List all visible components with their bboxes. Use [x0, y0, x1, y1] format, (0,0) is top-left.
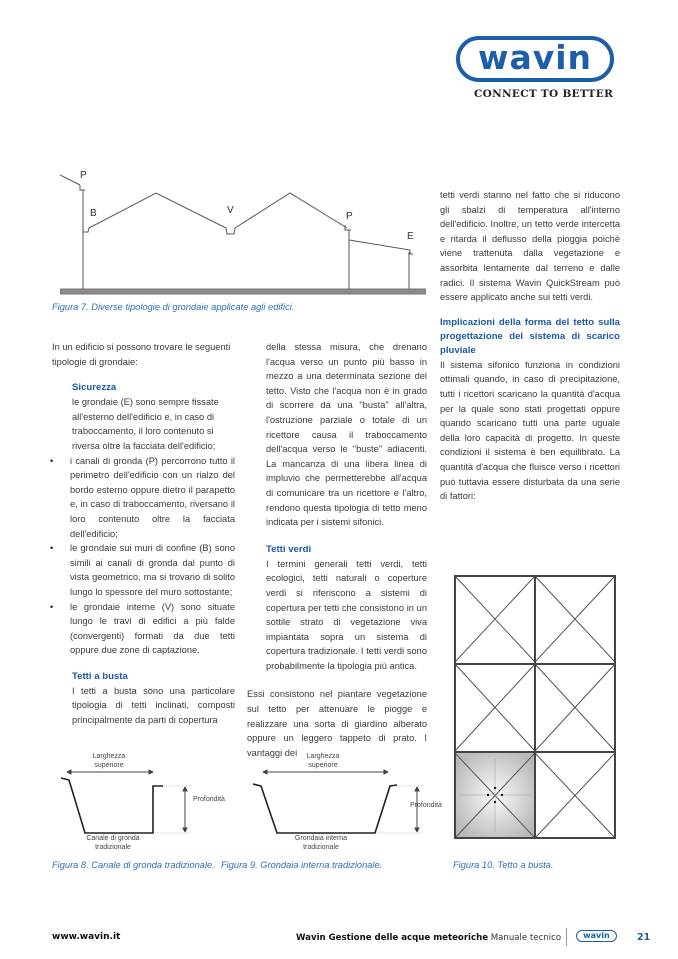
label-e: E	[407, 231, 414, 242]
list-item: • le grondaie sui muri di confine (B) sono simili ai canali di gronda dal punto di vista geometrico, ma si trovano di solito lungo lo spessore del muro sottostante;	[52, 541, 235, 599]
list-item: • i canali di gronda (P) percorrono tutto il perimetro dell'edificio con un rialzo del bordo esterno oppure dietro il parapetto e, in caso di traboccamento, riversano il loro contenuto oltre la facciata dell'edificio;	[52, 454, 235, 542]
width-label: Larghezza	[306, 753, 340, 760]
column-2	[247, 340, 427, 760]
name-label: tradizionale	[303, 844, 339, 851]
wavin-logo	[456, 36, 614, 82]
footer-url[interactable]: www.wavin.it	[52, 932, 121, 942]
figure-8-caption: Figura 8. Canale di gronda tradizionale.	[52, 860, 215, 870]
page-number: 21	[637, 932, 651, 943]
heading-tetti-a-busta: Tetti a busta	[72, 670, 128, 682]
figure-7-caption: Figura 7. Diverse tipologie di grondaie applicate agli edifici.	[52, 302, 295, 312]
figure-9-caption: Figura 9. Grondaia interna tradizionale.	[221, 860, 383, 870]
heading-implicazioni: Implicazioni della forma del tetto sulla progettazione del sistema di scarico pluviale	[440, 316, 620, 356]
footer-divider	[566, 928, 567, 946]
name-label: tradizionale	[95, 844, 131, 851]
heading-tetti-verdi: Tetti verdi	[266, 543, 312, 555]
sicurezza-text: le grondaie (E) sono sempre fissate all'esterno dell'edificio e, in caso di traboccamento, il loro contenuto si riversa oltre la facciata dell'edificio;	[72, 397, 219, 451]
footer-title-bold: Wavin Gestione delle acque meteoriche	[296, 933, 489, 943]
verdi-continued: tetti verdi stanno nel fatto che si riducono gli sbalzi di temperatura all'interno dell'edificio. Inoltre, un tetto verde intercetta e ritarda il deflusso della pioggia poichè viene trattenuta dalla vegetazione e assorbita lentamente dal terreno e dalle radici. Il sistema Wavin QuickStream può essere applicato anche sui tetti verdi.	[440, 190, 620, 303]
width-label: superiore	[94, 762, 124, 769]
label-p-right: P	[346, 211, 353, 222]
figure-9-grondaia-interna	[245, 748, 450, 853]
figure-7-roof-diagram	[60, 170, 426, 300]
list-item: • le grondaie interne (V) sono situate lungo le travi di edifici a più falde (convergenti) formati da due tetti oppure due zone di captazione.	[52, 600, 235, 658]
label-b: B	[90, 208, 97, 219]
intro-text: In un edificio si possono trovare le seguenti tipologie di grondaie:	[52, 342, 231, 367]
depth-label: Profondità	[193, 796, 225, 803]
label-v: V	[227, 205, 234, 216]
footer-title	[296, 932, 561, 943]
name-label: Grondaia interna	[294, 835, 348, 842]
heading-sicurezza: Sicurezza	[72, 382, 117, 394]
logo-text: wavin	[477, 38, 593, 77]
footer-wavin-logo	[576, 930, 617, 942]
busta-continued: della stessa misura, che drenano l'acqua verso un punto più basso in mezzo a una determinata sezione del tetto. Visto che l'acqua non è in grado di scorrere da una "busta" all'altra, l'ostruzione parziale o totale di un ricettore causa il traboccamento dell'acqua verso le "buste" adiacenti. La mancanza di una libera linea di impluvio che permetterebbe all'acqua di comunicare tra un ricettore e l'altro, rendono questa tipologia di tetto meno indicata per i sistemi sifonici.	[266, 342, 427, 528]
gutter-types-list	[52, 454, 235, 658]
column-1	[52, 340, 235, 728]
implicazioni-text: Il sistema sifonico funziona in condizioni ottimali quando, in caso di precipitazione, tutti i ricettori scaricano la quantità d'acqua per la quale sono stati progettati oppure quando scaricano tutti una parte uguale della loro capacità di progetto. In queste condizioni il sistema è ben equilibrato. La quantità d'acqua che fluisce verso i ricettori può tuttavia essere disturbata da una serie di fattori:	[440, 359, 620, 502]
width-label: Larghezza	[92, 753, 126, 760]
busta-text: I tetti a busta sono una particolare tipologia di tetti inclinati, composti principalmente da parti di copertura	[72, 685, 235, 726]
tagline: CONNECT TO BETTER	[474, 88, 614, 100]
label-p-left: P	[80, 170, 87, 181]
depth-label: Profondità	[410, 802, 442, 809]
width-label: superiore	[308, 762, 338, 769]
figure-10-caption: Figura 10. Tetto a busta.	[453, 860, 554, 870]
column-3	[440, 188, 620, 504]
footer-title-regular: Manuale tecnico	[490, 933, 562, 943]
verdi-text: I termini generali tetti verdi, tetti ecologici, tetti naturali o coperture verdi si riferiscono a sistemi di copertura per tetti che consistono in un sottile strato di vegetazione viva impiantata sopra un sistema di copertura tradizionale. I tetti verdi sono probabilmente la tipologia più antica.	[266, 558, 427, 671]
essi-text: Essi consistono nel piantare vegetazione sul tetto per attenuare le piogge e realizzare una sorta di giardino alberato oppure un leggero tappeto di prato. I vantaggi dei	[247, 689, 427, 758]
footer-logo-text: wavin	[583, 931, 610, 940]
figure-10-tetto-a-busta-diagram	[453, 574, 617, 840]
figure-8-canale-di-gronda	[55, 748, 245, 853]
name-label: Canale di gronda	[86, 835, 140, 842]
